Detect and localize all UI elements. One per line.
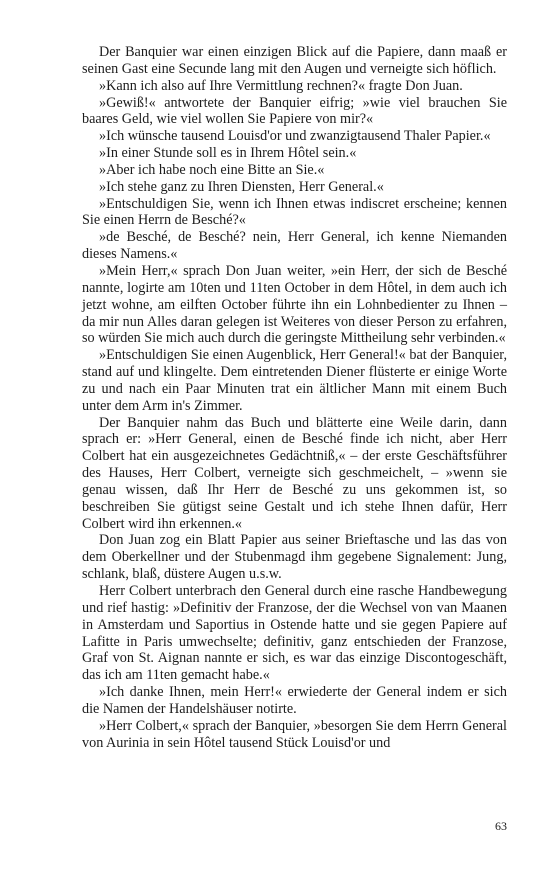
paragraph: Don Juan zog ein Blatt Papier aus seiner Brieftasche und las das von dem Oberkellner und der Stubenmagd ihm gegebene Signalement: Jung, schlank, blaß, düstere Augen u.s.w. (82, 532, 507, 583)
paragraph: »Aber ich habe noch eine Bitte an Sie.« (99, 161, 325, 178)
paragraph: »In einer Stunde soll es in Ihrem Hôtel sein.« (99, 145, 357, 162)
paragraph: »Mein Herr,« sprach Don Juan weiter, »ein Herr, der sich de Besché nannte, logirte am 10ten und 11ten October in dem Hôtel, in dem auch ich jetzt wohne, am eilften October führte ihn ein Lohnbedienter zu Ihnen – da mir nun Alles daran gelegen ist Weiteres von dieser Person zu erfahren, so würden Sie mich auch durch die geringste Mittheilung sehr verbinden.« (82, 262, 507, 347)
paragraph: Der Banquier war einen einzigen Blick auf die Papiere, dann maaß er seinen Gast eine Secunde lang mit den Augen und verneigte sich höflich. (82, 44, 507, 77)
paragraph: »de Besché, de Besché? nein, Herr General, ich kenne Niemanden dieses Namens.« (82, 229, 507, 263)
paragraph: »Herr Colbert,« sprach der Banquier, »besorgen Sie dem Herrn General von Aurinia in sein Hôtel tausend Stück Louisd'or und (82, 717, 507, 751)
paragraph: »Ich danke Ihnen, mein Herr!« erwiederte der General indem er sich die Namen der Handelshäuser notirte. (82, 684, 507, 717)
paragraph: »Entschuldigen Sie einen Augenblick, Herr General!« bat der Banquier, stand auf und klingelte. Dem eintretenden Diener flüsterte er einige Worte zu und nach ein Paar Minuten trat ein ältlicher Mann mit einem Buch unter dem Arm in's Zimmer. (82, 347, 507, 414)
page-number: 63 (495, 819, 507, 833)
paragraph: »Gewiß!« antwortete der Banquier eifrig; »wie viel brauchen Sie baares Geld, wie viel wollen Sie Papiere von mir?« (82, 94, 507, 128)
book-page-text (82, 44, 507, 751)
paragraph: Herr Colbert unterbrach den General durch eine rasche Handbewegung und rief hastig: »Definitiv der Franzose, der die Wechsel von van Maanen in Amsterdam und Saportius in Ostende hatte und sie gegen Papiere auf Lafitte in Paris umwechselte; definitiv, ganz entschieden der Franzose, Graf von St. Aignan nannte er sich, es war das einzige Discontogeschäft, das ich am 11ten gemacht habe.« (82, 583, 507, 684)
paragraph: Der Banquier nahm das Buch und blätterte eine Weile darin, dann sprach er: »Herr General, einen de Besché finde ich nicht, aber Herr Colbert hat ein ausgezeichnetes Gedächtniß,« – der erste Geschäftsführer des Hauses, Herr Colbert, verneigte sich geschmeichelt, – »wenn sie genau wissen, daß Ihr Herr de Besché zu uns gekommen ist, so beschreiben Sie gütigst seine Gestalt und ich stehe Ihnen dafür, Herr Colbert wird ihn erkennen.« (82, 414, 507, 532)
paragraph: »Entschuldigen Sie, wenn ich Ihnen etwas indiscret erscheine; kennen Sie einen Herrn de Besché?« (82, 195, 507, 229)
paragraph: »Ich wünsche tausend Louisd'or und zwanzigtausend Thaler Papier.« (99, 128, 491, 145)
paragraph: »Ich stehe ganz zu Ihren Diensten, Herr General.« (99, 178, 384, 195)
paragraph: »Kann ich also auf Ihre Vermittlung rechnen?« fragte Don Juan. (99, 77, 463, 94)
